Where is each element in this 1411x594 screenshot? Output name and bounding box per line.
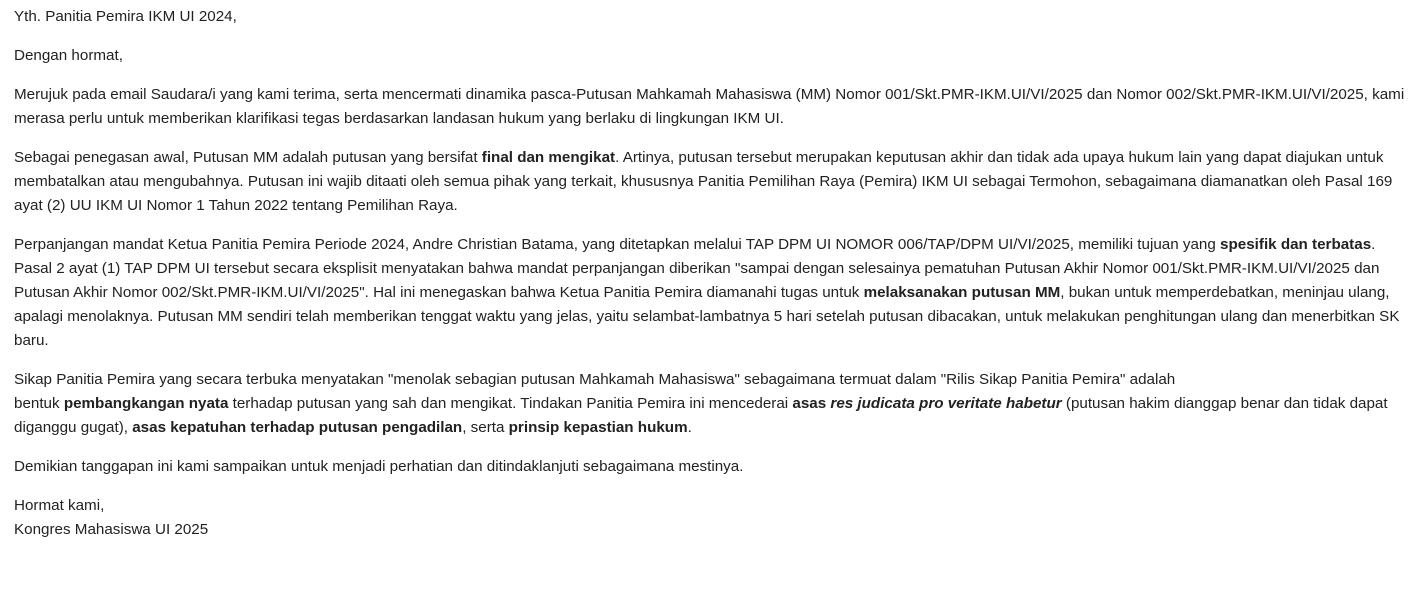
text-segment: . Pasal 2 ayat (1) TAP DPM UI tersebut secara eksplisit menyatakan bahwa mandat perpanjangan diberikan "sampai dengan selesainya pematuhan Putusan Akhir Nomor 001/Skt.PMR-IKM.UI/VI/2025 dan Putusan Akhir Nomor 002/Skt.PMR-IKM.UI/VI/2025". Hal ini menegaskan bahwa Ketua Panitia Pemira diamanahi tugas untuk [14,236,1380,301]
text-segment: (putusan hakim dianggap benar dan tidak dapat diganggu gugat), [14,395,1388,436]
bold-phrase: asas kepatuhan terhadap putusan pengadilan [132,419,463,436]
bold-text: asas [792,395,831,412]
greeting: Yth. Panitia Pemira IKM UI 2024, [14,8,237,25]
text-segment: . [687,419,692,436]
text-segment: , serta [462,419,509,436]
text-segment: , bukan untuk memperdebatkan, meninjau ulang, apalagi menolaknya. Putusan MM sendiri telah memberikan tenggat waktu yang jelas, yaitu selambat-lambatnya 5 hari setelah putusan dibacakan, untuk melakukan penghitungan ulang dan menerbitkan SK baru. [14,284,1400,349]
signature: Kongres Mahasiswa UI 2025 [14,521,209,538]
bold-phrase: spesifik dan terbatas [1220,236,1372,253]
paragraph-defiance [14,368,1408,440]
bold-phrase: prinsip kepastian hukum [508,419,688,436]
latin-maxim: res judicata pro veritate habetur [830,395,1062,412]
bold-phrase: melaksanakan putusan MM [863,284,1061,301]
text-segment: Sebagai penegasan awal, Putusan MM adalah putusan yang bersifat [14,149,482,166]
text-segment: terhadap putusan yang sah dan mengikat. Tindakan Panitia Pemira ini mencederai [228,395,793,412]
bold-phrase: final dan mengikat [481,149,616,166]
closing-sentence: Demikian tanggapan ini kami sampaikan untuk menjadi perhatian dan ditindaklanjuti sebagaimana mestinya. [14,458,744,475]
bold-phrase: pembangkangan nyata [63,395,229,412]
paragraph-final-binding [14,146,1408,218]
text-segment: . Artinya, putusan tersebut merupakan keputusan akhir dan tidak ada upaya hukum lain yang dapat diajukan untuk membatalkan atau mengubahnya. Putusan ini wajib ditaati oleh semua pihak yang terkait, khususnya Panitia Pemilihan Raya (Pemira) IKM UI sebagai Termohon, sebagaimana diamanatkan oleh Pasal 169 ayat (2) UU IKM UI Nomor 1 Tahun 2022 tentang Pemilihan Raya. [14,149,1393,214]
email-body [14,5,1408,542]
paragraph-reference: Merujuk pada email Saudara/i yang kami terima, serta mencermati dinamika pasca-Putusan Mahkamah Mahasiswa (MM) Nomor 001/Skt.PMR-IKM.UI/VI/2025 dan Nomor 002/Skt.PMR-IKM.UI/VI/2025, kami merasa perlu untuk memberikan klarifikasi tegas berdasarkan landasan hukum yang berlaku di lingkungan IKM UI. [14,86,1405,127]
text-segment: Perpanjangan mandat Ketua Panitia Pemira Periode 2024, Andre Christian Batama, yang ditetapkan melalui TAP DPM UI NOMOR 006/TAP/DPM UI/VI/2025, memiliki tujuan yang [14,236,1221,253]
signature-block [14,494,1408,542]
sign-off: Hormat kami, [14,497,105,514]
salutation: Dengan hormat, [14,47,123,64]
paragraph-mandate [14,233,1408,353]
bold-phrase [792,395,1061,412]
text-segment: bentuk [14,395,64,412]
text-line: Sikap Panitia Pemira yang secara terbuka menyatakan "menolak sebagian putusan Mahkamah Mahasiswa" sebagaimana termuat dalam "Rilis Sikap Panitia Pemira" adalah [14,371,1176,388]
